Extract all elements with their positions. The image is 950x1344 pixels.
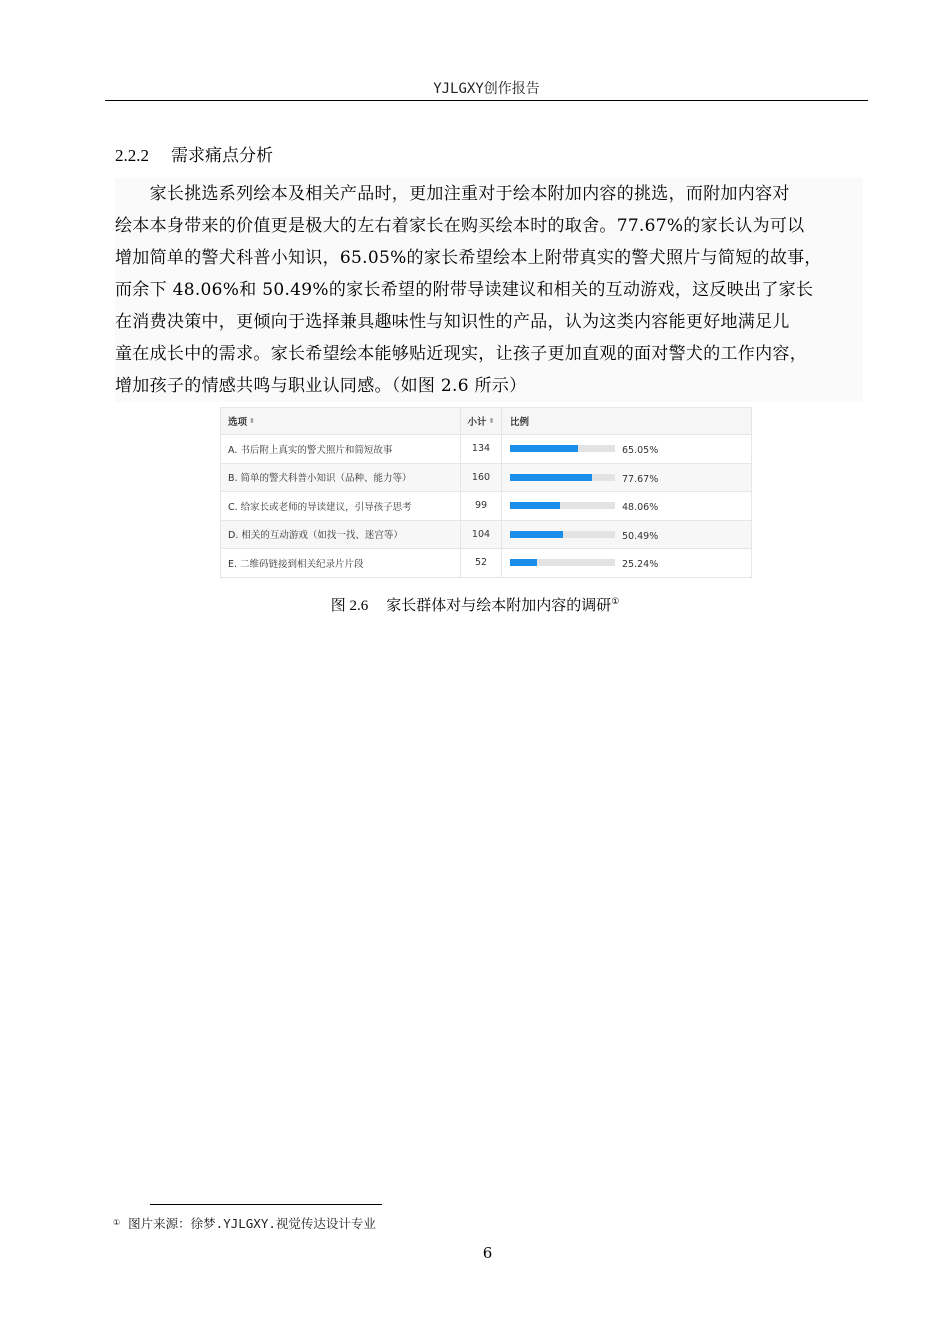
- sort-icon: ⬍: [249, 417, 255, 425]
- ratio-cell: [502, 464, 751, 492]
- table-row: [221, 435, 751, 464]
- ratio-cell: [502, 549, 751, 577]
- body-paragraph: [115, 178, 863, 402]
- section-title: 需求痛点分析: [171, 146, 273, 166]
- running-header: YJLGXY创作报告: [433, 81, 540, 97]
- table-header-row: [221, 408, 751, 435]
- column-header-option[interactable]: [221, 408, 461, 434]
- paragraph-line: 增加简单的警犬科普小知识，65.05%的家长希望绘本上附带真实的警犬照片与简短的故事，: [115, 248, 822, 268]
- option-cell: E. 二维码链接到相关纪录片片段: [221, 549, 461, 577]
- table-row: [221, 464, 751, 493]
- paragraph-line: 童在成长中的需求。家长希望绘本能够贴近现实，让孩子更加直观的面对警犬的工作内容，: [115, 344, 807, 364]
- ratio-cell: [502, 521, 751, 549]
- ratio-label: 48.06%: [622, 502, 659, 514]
- option-cell: A. 书后附上真实的警犬照片和简短故事: [221, 435, 461, 463]
- count-cell: 134: [461, 435, 502, 463]
- ratio-label: 65.05%: [622, 445, 659, 457]
- paragraph-line: 增加孩子的情感共鸣与职业认同感。（如图 2.6 所示）: [115, 376, 527, 396]
- count-cell: 52: [461, 549, 502, 577]
- ratio-bar: [510, 445, 578, 452]
- option-cell: D. 相关的互动游戏（如找一找、迷宫等）: [221, 521, 461, 549]
- ratio-bar: [510, 559, 537, 566]
- column-header-label: 比例: [510, 417, 530, 428]
- count-cell: 104: [461, 521, 502, 549]
- count-cell: 99: [461, 492, 502, 520]
- survey-table: [220, 407, 752, 578]
- ratio-label: 50.49%: [622, 530, 659, 542]
- ratio-bar-track: [510, 531, 615, 538]
- column-header-label: 选项: [228, 417, 248, 428]
- footnote-mark: ①: [113, 1218, 121, 1227]
- sort-icon: ⬍: [488, 417, 495, 425]
- column-header-ratio: [502, 408, 751, 434]
- option-cell: B. 简单的警犬科普小知识（品种、能力等）: [221, 464, 461, 492]
- ratio-bar: [510, 531, 563, 538]
- page-number: 6: [482, 1244, 493, 1262]
- section-heading: [115, 141, 273, 166]
- ratio-cell: [502, 492, 751, 520]
- ratio-bar: [510, 474, 592, 481]
- table-body: [221, 435, 751, 577]
- column-header-label: 小计: [467, 417, 487, 428]
- footnote-text: 图片来源：徐梦.YJLGXY.视觉传达设计专业: [128, 1216, 376, 1231]
- ratio-bar: [510, 502, 560, 509]
- figure-caption: [0, 594, 950, 615]
- ratio-label: 77.67%: [622, 473, 659, 485]
- column-header-count[interactable]: [461, 408, 502, 434]
- section-number: 2.2.2: [115, 146, 149, 165]
- footnote: [113, 1214, 376, 1232]
- figure-number: 图 2.6: [330, 598, 369, 614]
- header-rule: [105, 100, 868, 101]
- ratio-label: 25.24%: [622, 559, 659, 571]
- paragraph-line: 而余下 48.06%和 50.49%的家长希望的附带导读建议和相关的互动游戏，这反映出了家长: [115, 280, 814, 300]
- figure-caption-text: 家长群体对与绘本附加内容的调研: [386, 596, 612, 614]
- table-row: [221, 492, 751, 521]
- footnote-ref: ①: [611, 597, 620, 607]
- paragraph-line: 家长挑选系列绘本及相关产品时，更加注重对于绘本附加内容的挑选，而附加内容对: [115, 184, 790, 204]
- option-cell: C. 给家长或老师的导读建议，引导孩子思考: [221, 492, 461, 520]
- paragraph-line: 绘本本身带来的价值更是极大的左右着家长在购买绘本时的取舍。77.67%的家长认为可以: [115, 216, 805, 236]
- ratio-bar-track: [510, 559, 615, 566]
- paragraph-line: 在消费决策中，更倾向于选择兼具趣味性与知识性的产品，认为这类内容能更好地满足儿: [115, 312, 790, 332]
- count-cell: 160: [461, 464, 502, 492]
- table-row: [221, 521, 751, 550]
- table-row: [221, 549, 751, 577]
- ratio-bar-track: [510, 445, 615, 452]
- ratio-bar-track: [510, 502, 615, 509]
- ratio-cell: [502, 435, 751, 463]
- ratio-bar-track: [510, 474, 615, 481]
- footnote-rule: [150, 1204, 382, 1205]
